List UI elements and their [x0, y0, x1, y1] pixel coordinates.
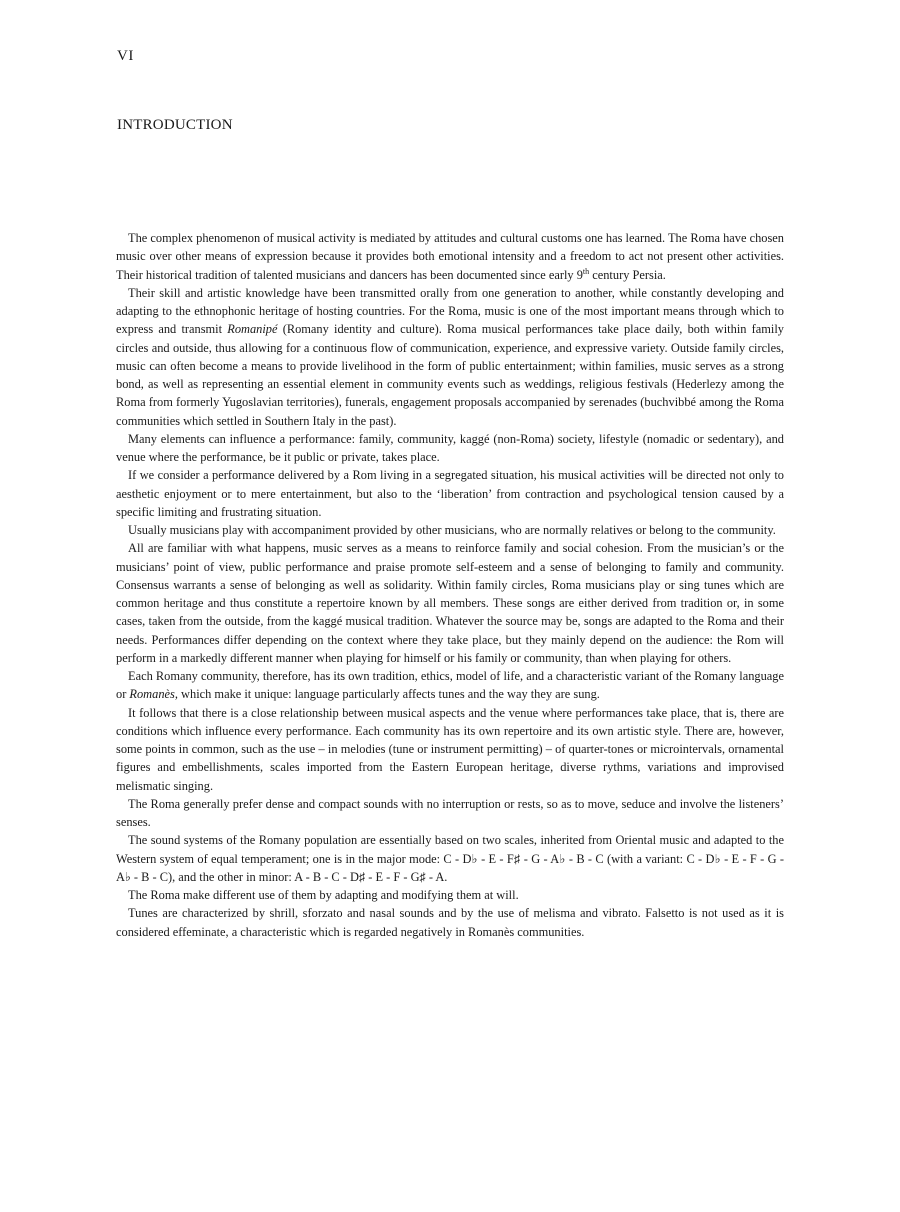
paragraph: The Roma generally prefer dense and compact sounds with no interruption or rests, so as to move, seduce and involve the listeners’ senses. — [116, 796, 784, 829]
page-number: VI — [117, 48, 134, 64]
paragraph: The complex phenomenon of musical activity is mediated by attitudes and cultural customs one has learned. The Roma have chosen music over other means of expression because it provides both emotional intensity and a freedom to act not present other activities. Their historical tradition of talented musicians and dancers has been documented since early 9th century Persia. — [116, 231, 784, 282]
emphasis: Romanipé — [227, 322, 278, 337]
paragraph: The Roma make different use of them by adapting and modifying them at will. — [128, 888, 519, 902]
paragraph: If we consider a performance delivered by a Rom living in a segregated situation, his musical activities will be directed not only to aesthetic enjoyment or to mere entertainment, but also to the ‘liberation’ from contraction and psychological tension caused by a specific limiting and frustrating situation. — [116, 468, 784, 519]
paragraph: Usually musicians play with accompaniment provided by other musicians, who are normally relatives or belong to the community. — [128, 523, 776, 537]
emphasis: Romanès, — [129, 687, 178, 702]
paragraph: The sound systems of the Romany population are essentially based on two scales, inherited from Oriental music and adapted to the Western system of equal temperament; one is in the major mode: C - D♭ - E - F♯ - G - A♭ - B - C (with a variant: C - D♭ - E - F - G - A♭ - B - C), and the other in minor: A - B - C - D♯ - E - F - G♯ - A. — [116, 833, 784, 884]
paragraph: Each Romany community, therefore, has its own tradition, ethics, model of life, and a characteristic variant of the Romany language or Romanès, which make it unique: language particularly affects tunes and the way they are sung. — [116, 669, 784, 702]
paragraph: Their skill and artistic knowledge have been transmitted orally from one generation to another, while constantly developing and adapting to the ethnophonic heritage of hosting countries. For the Roma, music is one of the most important means through which to express and transmit Romanipé (Romany identity and culture). Roma musical performances take place daily, both within family circles and outside, thus allowing for a continuous flow of communication, experience, and expressive variety. Outside family circles, music can often become a means to provide livelihood in the form of public entertainment; within families, music serves as a strong bond, as well as representing an essential element in community events such as weddings, religious festivals (Hederlezy among the Roma from formerly Yugoslavian territories), funerals, engagement proposals accompanied by serenades (buchvibbé among the Roma communities which settled in Southern Italy in the past). — [116, 285, 785, 428]
body-text — [116, 229, 784, 941]
section-heading: INTRODUCTION — [117, 117, 233, 133]
paragraph: All are familiar with what happens, music serves as a means to reinforce family and social cohesion. From the musician’s or the musicians’ point of view, public performance and praise promote self-esteem and a sense of belonging to family and community. Consensus warrants a sense of belonging as well as solidarity. Within family circles, Roma musicians play or sing tunes which are common heritage and thus constitute a repertoire known by all members. These songs are either derived from tradition or, in some cases, taken from the outside, from the kaggé musical tradition. Whatever the source may be, songs are adapted to the Roma and their needs. Performances differ depending on the context where they take place, but they mainly depend on the audience: the Rom will perform in a markedly different manner when playing for himself or his family or community, than when playing for others. — [116, 541, 784, 665]
paragraph: Tunes are characterized by shrill, sforzato and nasal sounds and by the use of melisma and vibrato. Falsetto is not used as it is considered effeminate, a characteristic which is regarded negatively in Romanès communities. — [116, 906, 784, 939]
paragraph: Many elements can influence a performance: family, community, kaggé (non-Roma) society, lifestyle (nomadic or sedentary), and venue where the performance, be it public or private, takes place. — [116, 431, 784, 464]
paragraph: It follows that there is a close relationship between musical aspects and the venue where performances take place, that is, there are conditions which influence every performance. Each community has its own repertoire and its own artistic style. There are, however, some points in common, such as the use – in melodies (tune or instrument permitting) – of quarter-tones or microintervals, ornamental figures and embellishments, scales imported from the Eastern European heritage, diverse rythms, variations and improvised melismatic singing. — [116, 705, 784, 793]
